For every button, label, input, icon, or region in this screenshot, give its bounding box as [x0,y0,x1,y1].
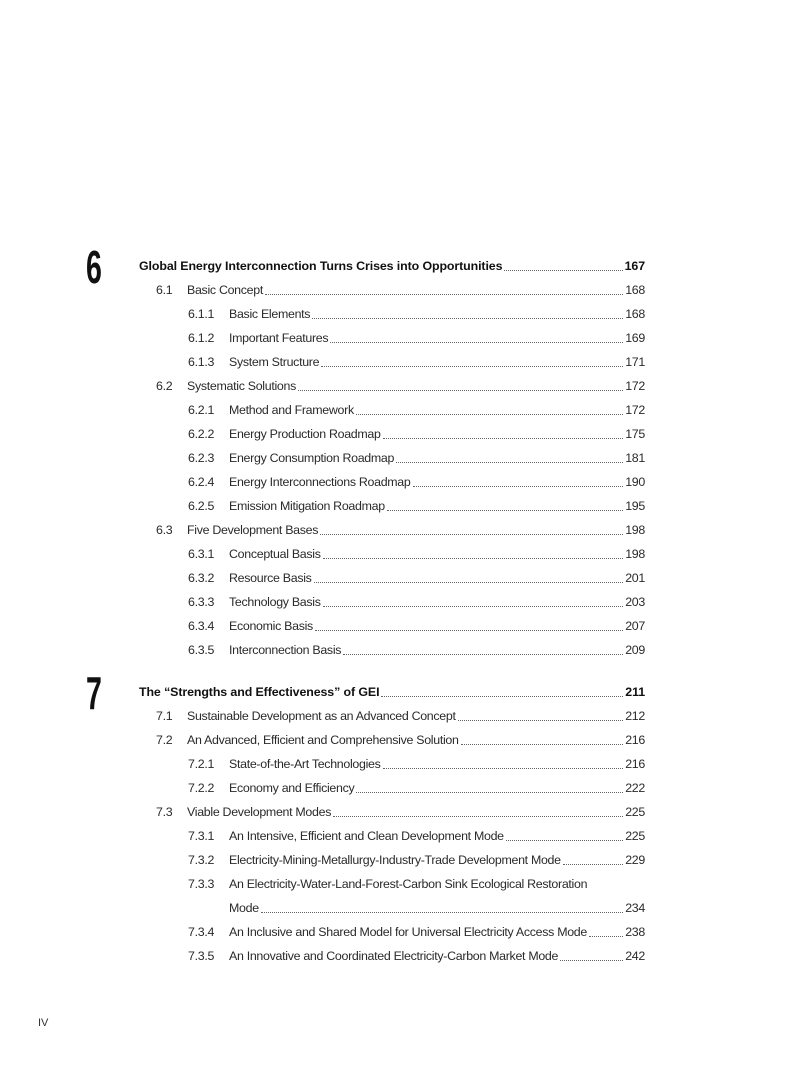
section-number: 6.3.4 [188,619,215,633]
toc-entry[interactable] [139,728,645,752]
page-number: 216 [625,757,645,771]
toc-entry[interactable] [139,350,645,374]
section-number: 7.3 [156,805,173,819]
toc-entry[interactable] [139,776,645,800]
toc-chapter-title-row[interactable] [139,254,645,278]
page-number: 175 [625,427,645,441]
dot-leader [320,534,623,535]
section-number: 7.3.3 [188,877,215,891]
toc-entry[interactable] [139,638,645,662]
dot-leader [323,558,624,559]
section-title: Sustainable Development as an Advanced Concept [187,709,456,723]
section-title: Important Features [229,331,329,345]
dot-leader [356,414,623,415]
section-title: Viable Development Modes [187,805,332,819]
section-number: 6.3.1 [188,547,215,561]
page-number: 195 [625,499,645,513]
section-title: System Structure [229,355,320,369]
dot-leader [387,510,623,511]
section-title: An Electricity-Water-Land-Forest-Carbon Sink Ecological Restoration [229,877,588,891]
chapter-title: The “Strengths and Effectiveness” of GEI [139,685,380,699]
section-number: 7.3.1 [188,829,215,843]
page-number: 168 [625,283,645,297]
toc-entry[interactable] [139,752,645,776]
page-number: 172 [625,403,645,417]
dot-leader [383,768,624,769]
dot-leader [589,936,623,937]
toc-entry[interactable] [139,494,645,518]
section-number: 6.3.2 [188,571,215,585]
section-title: An Inclusive and Shared Model for Universal Electricity Access Mode [229,925,587,939]
section-number: 6.1.2 [188,331,215,345]
section-number: 6.2.4 [188,475,215,489]
toc-entry[interactable] [139,542,645,566]
page-number: 190 [625,475,645,489]
page-number: 172 [625,379,645,393]
dot-leader [330,342,623,343]
toc-entry[interactable] [139,422,645,446]
page-number: 238 [625,925,645,939]
toc-entry[interactable] [139,800,645,824]
section-title: An Advanced, Efficient and Comprehensive Solution [187,733,459,747]
page-number: 203 [625,595,645,609]
section-number: 7.3.4 [188,925,215,939]
section-number: 6.2.1 [188,403,215,417]
toc-entry[interactable] [139,944,645,968]
section-number: 6.3.3 [188,595,215,609]
toc-entry[interactable] [139,566,645,590]
toc-entry-continuation[interactable] [139,896,645,920]
section-number: 6.2.2 [188,427,215,441]
dot-leader [315,630,623,631]
section-number: 7.3.2 [188,853,215,867]
toc-entry[interactable] [139,920,645,944]
section-title: Method and Framework [229,403,354,417]
dot-leader [333,816,623,817]
toc-entry[interactable] [139,302,645,326]
page-number: 225 [625,805,645,819]
section-title: Economic Basis [229,619,313,633]
section-title: Conceptual Basis [229,547,321,561]
page-number: 168 [625,307,645,321]
section-title: Electricity-Mining-Metallurgy-Industry-Trade Development Mode [229,853,561,867]
section-title: Interconnection Basis [229,643,342,657]
page-number: 212 [625,709,645,723]
section-number: 6.2.5 [188,499,215,513]
page-number: 211 [625,685,645,699]
toc-entry[interactable] [139,704,645,728]
section-number: 6.2.3 [188,451,215,465]
toc-entry[interactable] [139,848,645,872]
page-number: 216 [625,733,645,747]
section-number: 6.1.3 [188,355,215,369]
page-number: 207 [625,619,645,633]
toc-entry[interactable] [139,374,645,398]
dot-leader [312,318,623,319]
page-number-footer: IV [38,1017,49,1029]
section-title: Energy Production Roadmap [229,427,381,441]
section-title: Basic Elements [229,307,311,321]
page-number: 229 [625,853,645,867]
dot-leader [261,912,623,913]
section-title: An Innovative and Coordinated Electricity-Carbon Market Mode [229,949,559,963]
dot-leader [504,270,622,271]
dot-leader [314,582,624,583]
page-number: 198 [625,547,645,561]
chapter-number-6: 6 [86,241,102,293]
toc-chapter-title-row[interactable] [139,680,645,704]
toc-entry[interactable] [139,590,645,614]
dot-leader [506,840,623,841]
page-number: 181 [625,451,645,465]
section-title: Basic Concept [187,283,263,297]
section-title: Systematic Solutions [187,379,297,393]
dot-leader [413,486,624,487]
section-title: An Intensive, Efficient and Clean Development Mode [229,829,504,843]
page-number: 201 [625,571,645,585]
page-number: 234 [625,901,645,915]
section-title: State-of-the-Art Technologies [229,757,381,771]
section-number: 6.3 [156,523,173,537]
section-title-continued: Mode [229,901,259,915]
toc-entry[interactable] [139,614,645,638]
section-number: 6.1 [156,283,173,297]
section-number: 7.1 [156,709,173,723]
section-title: Resource Basis [229,571,312,585]
dot-leader [381,696,623,697]
page-number: 169 [625,331,645,345]
section-title: Technology Basis [229,595,321,609]
section-number: 6.1.1 [188,307,215,321]
section-number: 7.2 [156,733,173,747]
chapter-number-7: 7 [86,667,102,719]
dot-leader [458,720,624,721]
section-number: 7.3.5 [188,949,215,963]
toc-entry[interactable] [139,824,645,848]
toc-entry[interactable] [139,446,645,470]
toc-entry[interactable] [139,278,645,302]
section-title: Energy Consumption Roadmap [229,451,395,465]
dot-leader [383,438,624,439]
dot-leader [321,366,623,367]
dot-leader [396,462,623,463]
dot-leader [563,864,623,865]
section-title: Energy Interconnections Roadmap [229,475,411,489]
page-number: 225 [625,829,645,843]
dot-leader [560,960,623,961]
page-number: 198 [625,523,645,537]
section-title: Emission Mitigation Roadmap [229,499,385,513]
toc-chapter-7 [139,680,645,968]
dot-leader [343,654,623,655]
page-number: 242 [625,949,645,963]
section-title: Economy and Efficiency [229,781,355,795]
page-number: 209 [625,643,645,657]
dot-leader [356,792,623,793]
section-number: 7.2.1 [188,757,215,771]
toc-entry[interactable] [139,872,645,896]
dot-leader [461,744,624,745]
dot-leader [265,294,623,295]
section-number: 6.2 [156,379,173,393]
dot-leader [323,606,624,607]
section-number: 6.3.5 [188,643,215,657]
toc-entry[interactable] [139,326,645,350]
page-number: 171 [625,355,645,369]
page-number: 222 [625,781,645,795]
toc-chapter-6 [139,254,645,662]
page-number: 167 [624,259,645,273]
section-title: Five Development Bases [187,523,319,537]
toc-entry[interactable] [139,398,645,422]
chapter-title: Global Energy Interconnection Turns Crises into Opportunities [139,259,503,273]
toc-entry[interactable] [139,470,645,494]
toc-entry[interactable] [139,518,645,542]
dot-leader [298,390,623,391]
section-number: 7.2.2 [188,781,215,795]
